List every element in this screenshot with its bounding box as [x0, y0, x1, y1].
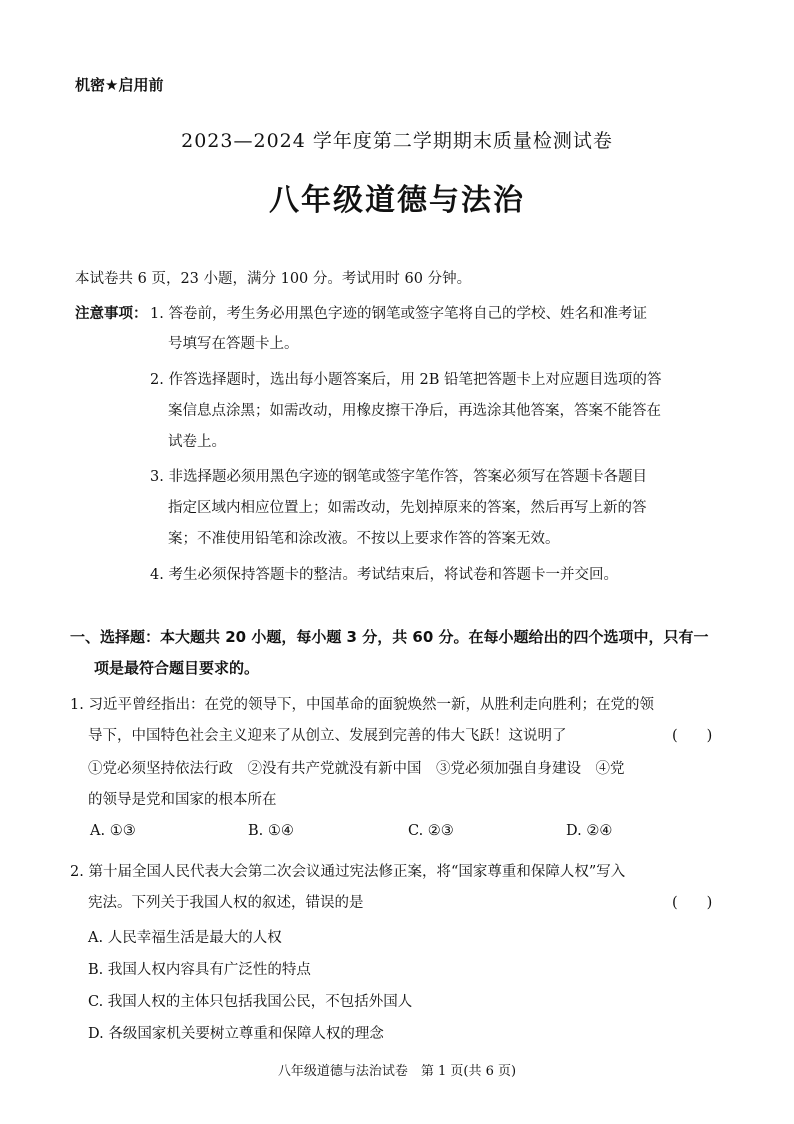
option-b: B. ①④ [248, 823, 294, 839]
notice-line: 3. 非选择题必须用黑色字迹的钢笔或签字笔作答，答案必须写在答题卡各题目 [150, 469, 647, 485]
question-2-stem: 宪法。下列关于我国人权的叙述，错误的是 [88, 895, 364, 911]
notice-line: 1. 答卷前，考生务必用黑色字迹的钢笔或签字笔将自己的学校、姓名和准考证 [150, 306, 647, 322]
option-d: D. 各级国家机关要树立尊重和保障人权的理念 [88, 1026, 384, 1042]
page-footer: 八年级道德与法治试卷 第 1 页(共 6 页) [277, 1064, 517, 1079]
exam-title: 2023—2024 学年度第二学期期末质量检测试卷 [181, 130, 613, 152]
notice-line: 案；不准使用铅笔和涂改液。不按以上要求作答的答案无效。 [168, 531, 560, 547]
notice-line: 4. 考生必须保持答题卡的整洁。考试结束后，将试卷和答题卡一并交回。 [150, 567, 618, 583]
exam-info: 本试卷共 6 页，23 小题，满分 100 分。考试用时 60 分钟。 [75, 271, 472, 287]
question-1-stem: 1. 习近平曾经指出：在党的领导下，中国革命的面貌焕然一新，从胜利走向胜利；在党的领 [70, 697, 654, 713]
notice-line: 2. 作答选择题时，选出每小题答案后，用 2B 铅笔把答题卡上对应题目选项的答 [150, 372, 662, 388]
question-2-stem: 2. 第十届全国人民代表大会第二次会议通过宪法修正案，将“国家尊重和保障人权”写入 [70, 864, 626, 880]
question-1-stem: 导下，中国特色社会主义迎来了从创立、发展到完善的伟大飞跃！这说明了 [88, 728, 567, 744]
option-c: C. ②③ [408, 823, 454, 839]
notice-line: 案信息点涂黑；如需改动，用橡皮擦干净后，再选涂其他答案，答案不能答在 [168, 403, 661, 419]
notice-label: 注意事项： [75, 306, 148, 322]
section-heading: 一、选择题：本大题共 20 小题，每小题 3 分，共 60 分。在每小题给出的四个选项中，只有一 [70, 628, 709, 646]
notice-line: 指定区域内相应位置上；如需改动，先划掉原来的答案，然后再写上新的答 [168, 500, 647, 516]
confidential-mark: 机密★启用前 [75, 76, 164, 94]
option-d: D. ②④ [566, 823, 613, 839]
option-b: B. 我国人权内容具有广泛性的特点 [88, 962, 311, 978]
answer-bracket: ( ) [672, 728, 713, 744]
subject-title: 八年级道德与法治 [269, 183, 525, 218]
question-1-statements: ①党必须坚持依法行政 ②没有共产党就没有新中国 ③党必须加强自身建设 ④党 [88, 761, 625, 777]
option-a: A. ①③ [90, 823, 136, 839]
option-a: A. 人民幸福生活是最大的人权 [88, 930, 282, 946]
question-1-statements: 的领导是党和国家的根本所在 [88, 792, 277, 808]
section-heading: 项是最符合题目要求的。 [94, 659, 260, 677]
option-c: C. 我国人权的主体只包括我国公民，不包括外国人 [88, 994, 413, 1010]
notice-line: 试卷上。 [168, 434, 226, 450]
answer-bracket: ( ) [672, 895, 713, 911]
notice-line: 号填写在答题卡上。 [168, 336, 299, 352]
